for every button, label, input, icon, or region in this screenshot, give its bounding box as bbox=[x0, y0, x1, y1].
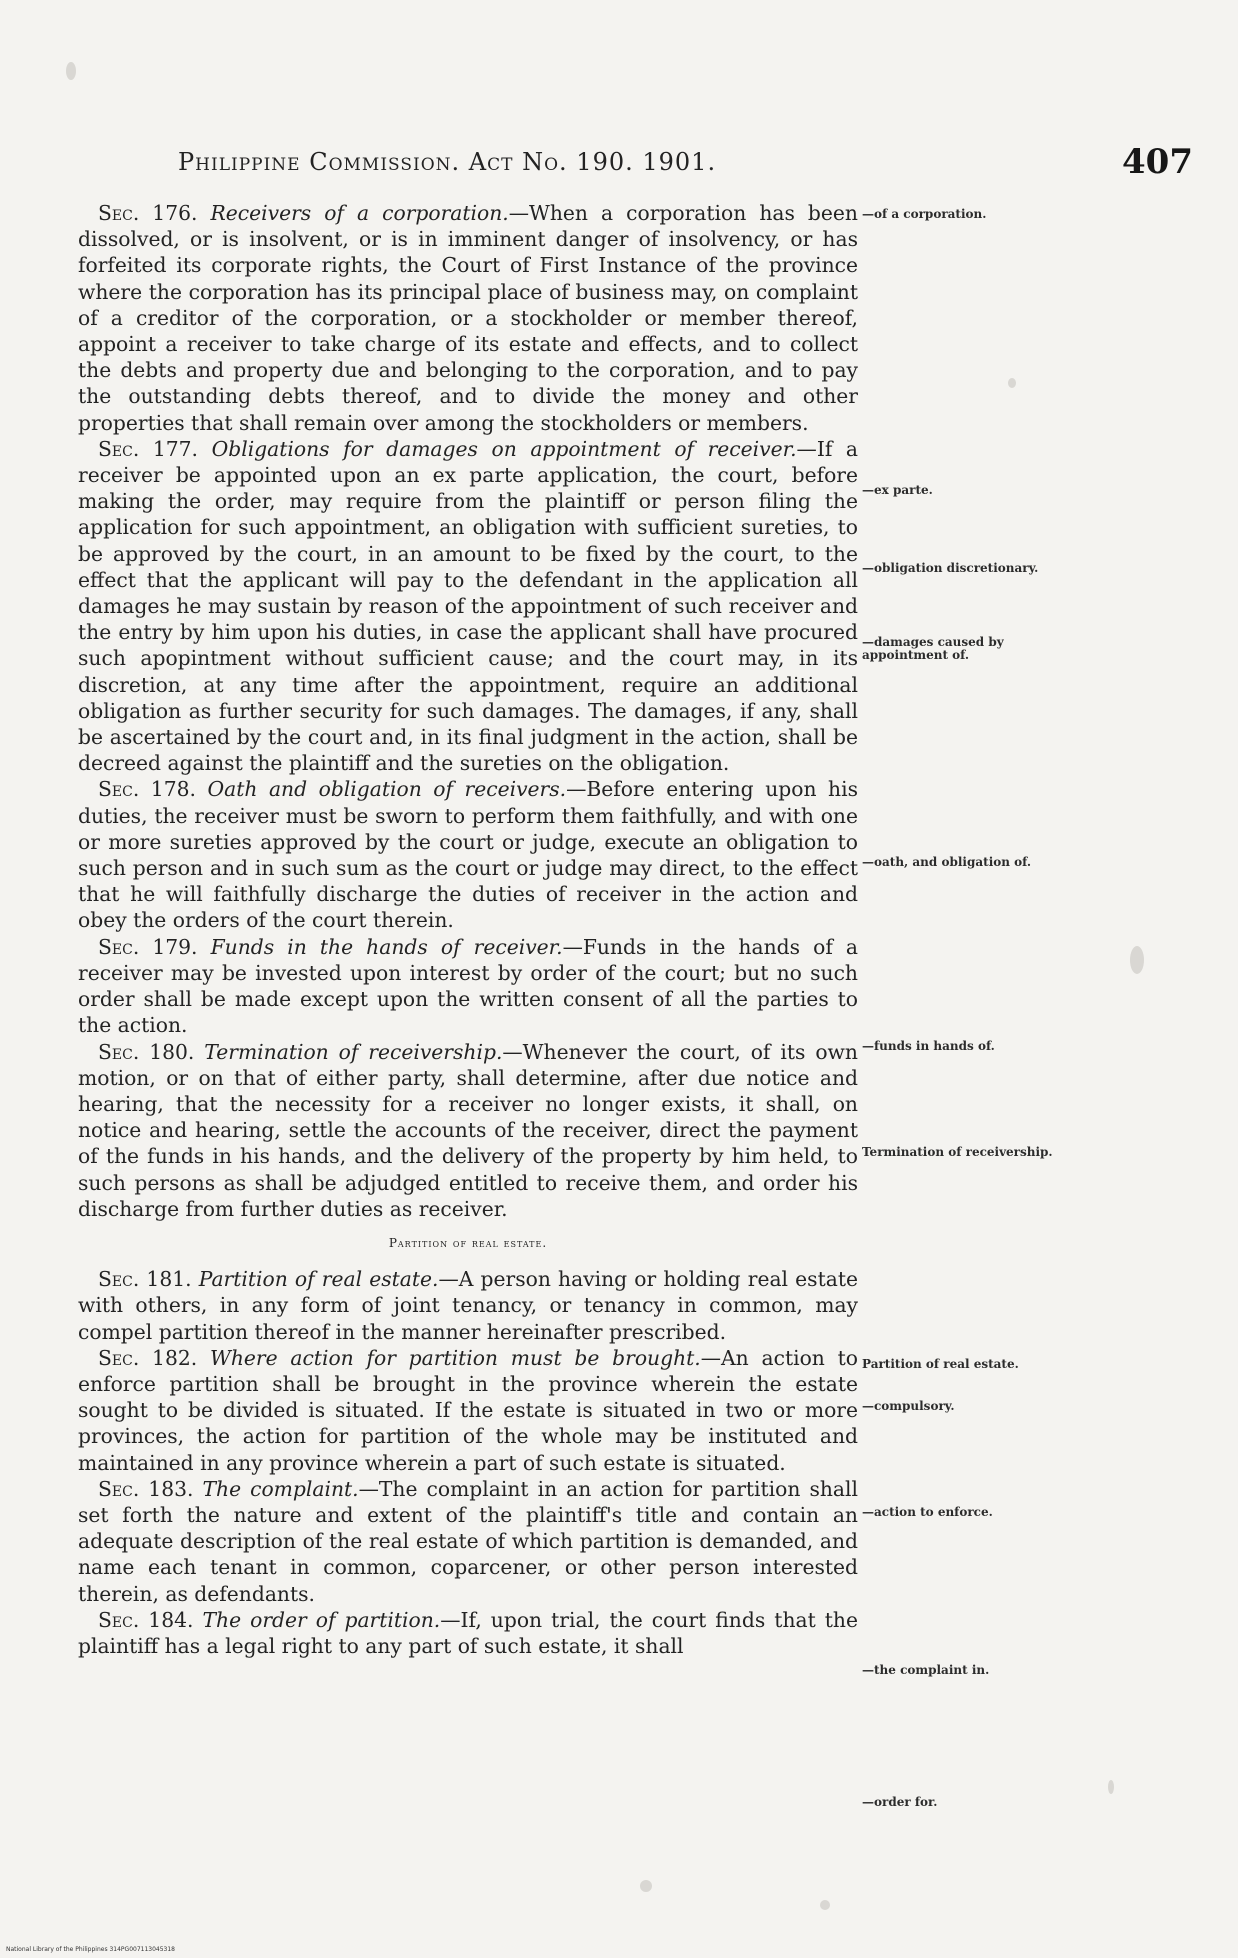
marginal-note: —the complaint in. bbox=[862, 1663, 990, 1677]
scan-credit: National Library of the Philippines 314PG007113045318 bbox=[6, 1946, 176, 1953]
marginal-note: —compulsory. bbox=[862, 1399, 955, 1413]
marginal-note: —ex parte. bbox=[862, 483, 933, 497]
marginal-note: —action to enforce. bbox=[862, 1505, 993, 1519]
section-title: Termination of receivership. bbox=[204, 1039, 503, 1064]
section-number: Sec. 184. bbox=[98, 1607, 194, 1632]
subheading: Partition of real estate. bbox=[388, 1235, 548, 1250]
marginal-note: —oath, and obligation of. bbox=[862, 855, 1032, 869]
section-number: Sec. 180. bbox=[98, 1039, 195, 1064]
section-176 bbox=[78, 200, 858, 436]
section-number: Sec. 183. bbox=[98, 1476, 194, 1501]
marginal-note: —damages caused by appointment of. bbox=[862, 635, 1004, 662]
section-title: Oath and obligation of receivers. bbox=[207, 777, 567, 802]
section-number: Sec. 178. bbox=[98, 777, 196, 802]
section-number: Sec. 176. bbox=[98, 201, 198, 225]
section-title: Funds in the hands of receiver. bbox=[210, 934, 563, 959]
marginal-note: Partition of real estate. bbox=[862, 1357, 1019, 1371]
section-text: —When a corporation has been dissolved, or is insolvent, or is in imminent danger of insolvency, or has forfeited its corporate rights, the Court of First Instance of the province where the corporation has its principal place of business may, on complaint of a creditor of the corporation, or a stockholder or member thereof, appoint a receiver to take charge of its estate and effects, and to collect the debts and property due and belonging to the corporation, and to pay the outstanding debts thereof, and to divide the money and other properties that shall remain over among the stockholders or members. bbox=[78, 201, 858, 435]
running-head: Philippine Commission. Act No. 190. 1901. bbox=[178, 148, 717, 176]
section-184 bbox=[78, 1607, 858, 1659]
section-text: —If, upon trial, the court finds that the plaintiff has a legal right to any part of such estate, it shall bbox=[78, 1607, 858, 1658]
section-183 bbox=[78, 1476, 858, 1607]
section-number: Sec. 181. bbox=[98, 1267, 192, 1292]
section-179 bbox=[78, 934, 858, 1039]
section-177 bbox=[78, 436, 858, 777]
section-178 bbox=[78, 776, 858, 933]
section-number: Sec. 179. bbox=[98, 934, 198, 959]
section-text: —Before entering upon his duties, the receiver must be sworn to perform them faithfully, and with one or more sureties approved by the court or judge, execute an obligation to such person and in such sum as the court or judge may direct, to the effect that he will faithfully discharge the duties of receiver in the action and obey the orders of the court therein. bbox=[78, 777, 858, 933]
section-title: The order of partition. bbox=[202, 1607, 441, 1632]
section-title: Obligations for damages on appointment of receiver. bbox=[211, 436, 797, 461]
section-title: Receivers of a corporation. bbox=[210, 201, 509, 225]
section-text: —Whenever the court, of its own motion, or on that of either party, shall determine, after due notice and hearing, that the necessity for a receiver no longer exists, it shall, on notice and hearing, settle the accounts of the receiver, direct the payment of the funds in his hands, and the delivery of the property by him held, to such persons as shall be adjudged entitled to receive them, and order his discharge from further duties as receiver. bbox=[78, 1039, 858, 1221]
marginal-note: —funds in hands of. bbox=[862, 1039, 995, 1053]
page-header bbox=[0, 138, 1238, 198]
body-text bbox=[78, 200, 858, 1659]
section-title: The complaint. bbox=[202, 1476, 359, 1501]
marginal-note: Termination of receivership. bbox=[862, 1145, 1053, 1159]
section-text: —The complaint in an action for partition shall set forth the nature and extent of the plaintiff's title and contain an adequate description of the real estate of which partition is demanded, and name each tenant in common, coparcener, or other person interested therein, as defendants. bbox=[78, 1476, 858, 1606]
marginal-note: —of a corporation. bbox=[862, 207, 987, 221]
section-180 bbox=[78, 1039, 858, 1222]
section-text: —A person having or holding real estate with others, in any form of joint tenancy, or tenancy in common, may compel partition thereof in the manner hereinafter prescribed. bbox=[78, 1267, 858, 1344]
marginal-note: —obligation discretionary. bbox=[862, 561, 1039, 575]
section-title: Where action for partition must be brought. bbox=[209, 1345, 701, 1370]
marginal-note: —order for. bbox=[862, 1795, 938, 1809]
section-number: Sec. 182. bbox=[98, 1345, 198, 1370]
section-text: —Funds in the hands of a receiver may be invested upon interest by order of the court; but no such order shall be made except upon the written consent of all the parties to the action. bbox=[78, 934, 859, 1038]
page-number: 407 bbox=[1122, 142, 1193, 182]
section-title: Partition of real estate. bbox=[198, 1267, 439, 1292]
section-182 bbox=[78, 1345, 858, 1476]
section-181 bbox=[78, 1266, 858, 1345]
section-text: —If a receiver be appointed upon an ex parte application, the court, before making the order, may require from the plaintiff or person filing the application for such appointment, an obligation with sufficient sureties, to be approved by the court, in an amount to be fixed by the court, to the effect that the applicant will pay to the defendant in the application all damages he may sustain by reason of the appointment of such receiver and the entry by him upon his duties, in case the applicant shall have procured such apopintment without sufficient cause; and the court may, in its discretion, at any time after the appointment, require an additional obligation as further security for such damages. The damages, if any, shall be ascertained by the court and, in its final judgment in the action, shall be decreed against the plaintiff and the sureties on the obligation. bbox=[78, 436, 858, 776]
section-number: Sec. 177. bbox=[98, 436, 199, 461]
section-text: —An action to enforce partition shall be brought in the province wherein the estate sought to be divided is situated. If the estate is situated in two or more provinces, the action for partition of the whole may be instituted and maintained in any province wherein a part of such estate is situated. bbox=[78, 1345, 858, 1475]
